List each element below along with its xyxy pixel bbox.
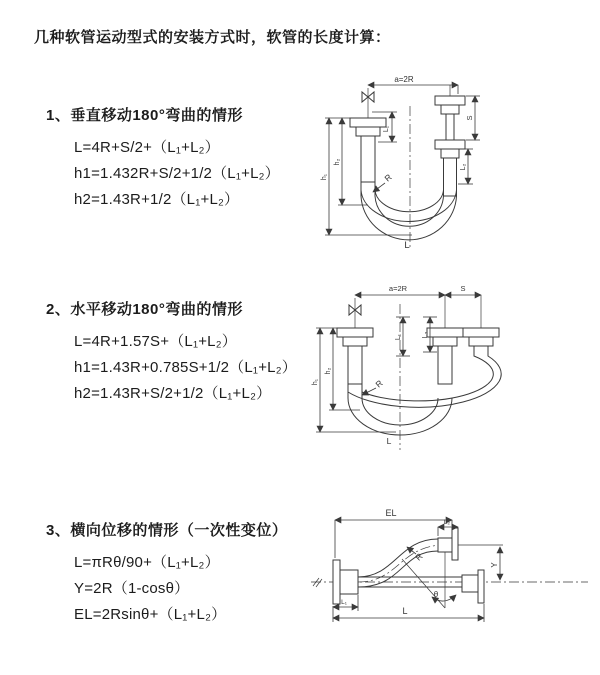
diagram-horizontal-180-bend (308, 282, 598, 457)
formula-h2: h2=1.43R+S/2+1/2（L₁+L₂） (74, 385, 272, 402)
label-y: Y (490, 562, 499, 568)
section-1-heading: 1、垂直移动180°弯曲的情形 (46, 107, 243, 124)
label-l2: L₂ (443, 519, 451, 526)
label-s: S (460, 284, 466, 293)
label-h1: h₁ (312, 378, 319, 386)
section-3-heading: 3、横向位移的情形（一次性变位） (46, 522, 288, 539)
flange (350, 118, 386, 127)
section-lateral-displacement (46, 519, 287, 628)
formula-L: L=πRθ/90+（L₁+L₂） (74, 554, 220, 571)
section-horizontal-move (46, 298, 297, 407)
section-2-formulas (74, 329, 297, 407)
formula-h1: h1=1.432R+S/2+1/2（L₁+L₂） (74, 165, 280, 182)
hose-outer-wall-pos1 (348, 384, 452, 435)
flange-displaced-position (452, 528, 458, 560)
label-h2: h₂ (325, 367, 332, 375)
label-r: R (373, 377, 385, 390)
braided-hose-section (444, 158, 457, 196)
diagram-2-labels (312, 284, 466, 446)
label-l1: L₁ (383, 125, 390, 133)
label-l2: L₂ (422, 331, 429, 339)
label-el: EL (385, 508, 397, 518)
diagram-vertical-180-bend (312, 72, 592, 262)
diagram-lateral-displacement (303, 500, 598, 660)
formula-h1: h1=1.43R+0.785S+1/2（L₁+L₂） (74, 359, 297, 376)
label-r: R (382, 171, 394, 184)
braided-hose-section (361, 136, 375, 182)
label-l: L (404, 240, 410, 251)
braided-hose-section (348, 346, 362, 384)
label-l: L (402, 606, 408, 616)
label-a2r: a=2R (388, 284, 408, 293)
formula-L: L=4R+1.57S+（L₁+L₂） (74, 333, 237, 350)
label-s: S (465, 115, 474, 121)
flange (333, 560, 340, 604)
section-2-heading: 2、水平移动180°弯曲的情形 (46, 301, 243, 318)
section-vertical-move (46, 104, 280, 213)
label-r: R (413, 551, 425, 563)
label-l1: L₁ (341, 599, 347, 606)
page-title: 几种软管运动型式的安装方式时，软管的长度计算： (34, 29, 391, 46)
label-h1: h₁ (321, 173, 328, 181)
diagram-2-linework (316, 295, 501, 450)
label-l2: L₂ (460, 163, 467, 171)
flange (337, 328, 373, 337)
formula-Y: Y=2R（1-cosθ） (74, 580, 190, 597)
formula-L: L=4R+S/2+（L₁+L₂） (74, 139, 220, 156)
diagram-3-labels (341, 508, 499, 616)
diagram-1-linework (325, 85, 480, 250)
label-h2: h₂ (334, 158, 341, 166)
label-l1: L₁ (395, 333, 402, 341)
break-mark (313, 578, 322, 587)
hose-outer-wall-pos2 (348, 346, 501, 407)
formula-h2: h2=1.43R+1/2（L₁+L₂） (74, 191, 240, 208)
section-1-formulas (74, 135, 280, 213)
flange-original-position (478, 570, 484, 603)
formula-EL: EL=2Rsinθ+（L₁+L₂） (74, 606, 227, 623)
braided-hose-section (438, 346, 452, 384)
label-theta: θ (433, 590, 439, 599)
label-a2r: a=2R (394, 75, 414, 84)
label-l: L (386, 436, 392, 446)
section-3-formulas (74, 550, 287, 628)
diagram-3-linework (311, 520, 588, 622)
